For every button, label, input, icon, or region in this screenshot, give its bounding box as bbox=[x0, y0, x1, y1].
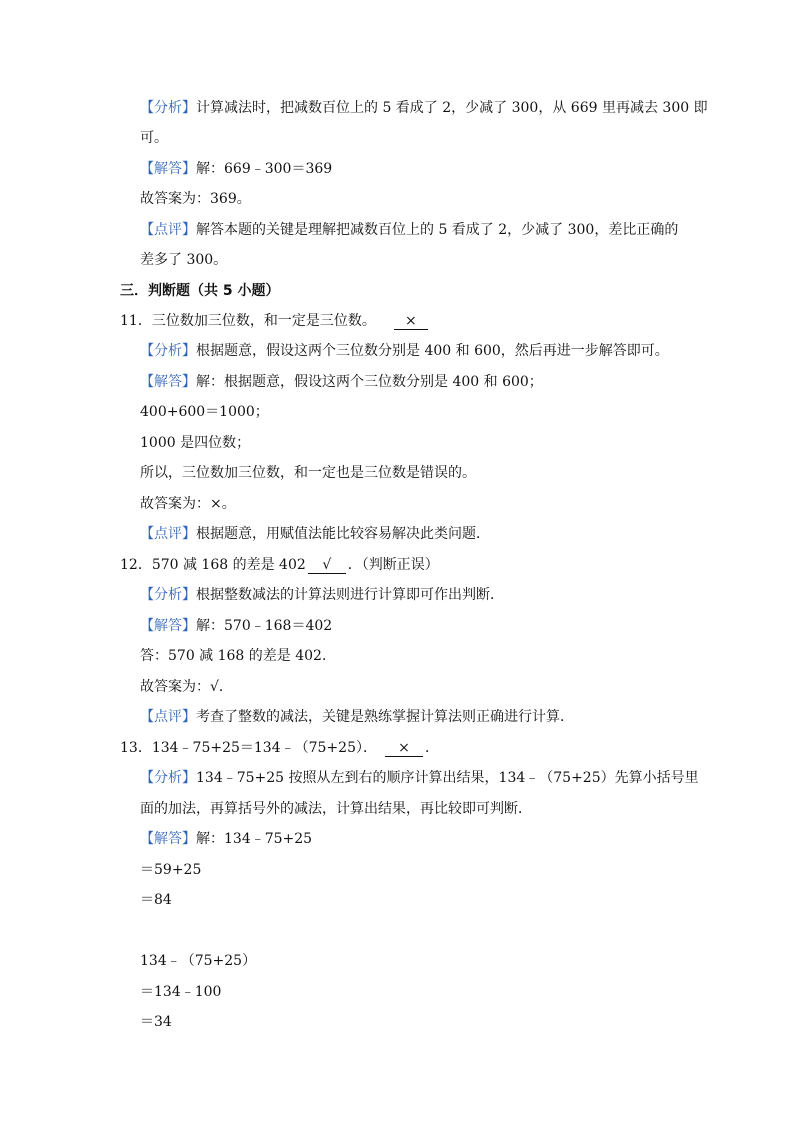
q11-stem: 11．三位数加三位数，和一定是三位数。 × bbox=[120, 311, 430, 331]
q13-analysis-line-2: 面的加法，再算括号外的减法，计算出结果，再比较即可判断． bbox=[140, 801, 532, 817]
q13-analysis-line-1: 【分析】134﹣75+25 按照从左到右的顺序计算出结果，134﹣（75+25）先算小括号里 bbox=[140, 770, 699, 786]
section-title: 三．判断题（共 5 小题） bbox=[120, 283, 280, 299]
q12-answer: 【解答】解：570﹣168＝402 bbox=[140, 618, 333, 634]
q12-answer-mark: √ bbox=[308, 557, 346, 574]
q13-calc1-step-2: ＝84 bbox=[140, 892, 172, 908]
q12-comment: 【点评】考查了整数的减法，关键是熟练掌握计算法则正确进行计算． bbox=[140, 709, 574, 725]
q13-calc2-step-1: ＝134﹣100 bbox=[140, 984, 222, 1000]
q11-comment: 【点评】根据题意，用赋值法能比较容易解决此类问题． bbox=[140, 526, 490, 542]
q13-answer: 【解答】解：134﹣75+25 bbox=[140, 831, 313, 847]
answer-label: 【解答】 bbox=[140, 161, 196, 177]
q13-calc1-step-1: ＝59+25 bbox=[140, 862, 202, 878]
q11-analysis: 【分析】根据题意，假设这两个三位数分别是 400 和 600，然后再进一步解答即可。 bbox=[140, 343, 669, 359]
q12-stem: 12．570 减 168 的差是 402 √ ．（判断正误） bbox=[120, 557, 439, 573]
analysis-label: 【分析】 bbox=[140, 100, 196, 116]
q12-reply: 答：570 减 168 的差是 402． bbox=[140, 648, 336, 664]
q12-final-answer: 故答案为：√． bbox=[140, 679, 233, 695]
prev-analysis-line-1: 【分析】计算减法时，把减数百位上的 5 看成了 2，少减了 300，从 669 里再减去 300 即 bbox=[140, 100, 708, 116]
q13-stem: 13．134﹣75+25＝134﹣（75+25）． × ． bbox=[120, 740, 439, 756]
q13-calc2-expression: 134﹣（75+25） bbox=[140, 953, 257, 969]
prev-comment-line-2: 差多了 300。 bbox=[140, 252, 228, 268]
prev-final-answer: 故答案为：369。 bbox=[140, 191, 251, 207]
q12-analysis: 【分析】根据整数减法的计算法则进行计算即可作出判断． bbox=[140, 587, 504, 603]
q11-answer-mark: × bbox=[394, 313, 428, 330]
prev-analysis-line-2: 可。 bbox=[140, 130, 168, 146]
q11-step-1: 400+600＝1000； bbox=[140, 404, 269, 420]
q11-final-answer: 故答案为：×。 bbox=[140, 496, 236, 512]
q11-step-3: 所以，三位数加三位数，和一定也是三位数是错误的。 bbox=[140, 465, 476, 481]
q13-calc2-step-2: ＝34 bbox=[140, 1014, 172, 1030]
comment-label: 【点评】 bbox=[140, 222, 196, 238]
q11-step-2: 1000 是四位数； bbox=[140, 435, 251, 451]
prev-comment-line-1: 【点评】解答本题的关键是理解把减数百位上的 5 看成了 2，少减了 300，差比正确的 bbox=[140, 222, 679, 238]
prev-answer-line: 【解答】解：669﹣300＝369 bbox=[140, 161, 333, 177]
q11-answer: 【解答】解：根据题意，假设这两个三位数分别是 400 和 600； bbox=[140, 374, 543, 390]
q13-answer-mark: × bbox=[385, 740, 423, 757]
